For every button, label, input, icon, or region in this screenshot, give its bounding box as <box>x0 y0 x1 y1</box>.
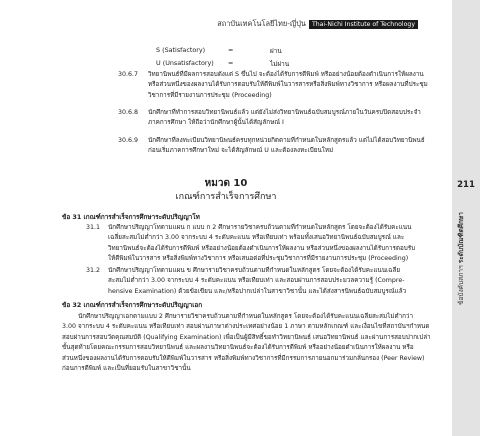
side-label-bold: ระดับบัณฑิตศึกษา <box>457 212 465 264</box>
item-text-30-6-9 <box>148 136 440 157</box>
institute-name-english: Thai-Nichi Institute of Technology <box>309 20 418 29</box>
side-label-normal: ข้อบังคับสภาฯ <box>457 265 465 306</box>
grade-value: ไม่ผ่าน <box>270 60 290 68</box>
text-line: ภาคการศึกษา ให้ถือว่านักศึกษาผู้นั้นได้สัญลักษณ์ I <box>148 119 284 127</box>
text-line: hensive Examination) ด้วยข้อเขียน และ/หรือปากเปล่าในสาขาวิชานั้น และได้ส่งสารนิพนธ์ฉบับสมบูรณ์แล้ว <box>108 287 407 295</box>
item-text-30-6-8 <box>148 108 440 129</box>
page-header <box>217 18 418 30</box>
text-line: ก่อนเริ่มภาคการศึกษาใหม่ จะได้สัญลักษณ์ U และต้องลงทะเบียนใหม่ <box>148 147 334 155</box>
item-text-30-6-7 <box>148 70 440 101</box>
text-line: วิชาการที่มีรายงานการประชุม (Proceeding) <box>148 91 272 99</box>
item-number: 30.6.7 <box>118 71 139 78</box>
side-section-label <box>456 204 466 314</box>
text-line: สะสมไม่ต่ำกว่า 3.00 จากระบบ 4 ระดับคะแนน หรือเทียบเท่า และสอบผ่านการสอบประมวลความรู้ (Compre- <box>108 277 405 285</box>
text-line: ขั้นสุดท้ายโดยคณะกรรมการสอบวิทยานิพนธ์ และผลงานวิทยานิพนธ์จะต้องได้รับการตีพิมพ์ หรืออย่างน้อยดำเนินการให้ผลงาน หรือ <box>62 344 414 352</box>
clause-31-title: ข้อ 31 เกณฑ์การสำเร็จการศึกษาระดับปริญญาโท <box>62 213 200 221</box>
item-number: 31.2 <box>86 267 101 274</box>
institute-name-thai: สถาบันเทคโนโลยีไทย-ญี่ปุ่น <box>217 19 306 28</box>
grade-equals: = <box>228 59 234 67</box>
text-line: 3.00 จากระบบ 4 ระดับคะแนน หรือเทียบเท่า สอบผ่านภาษาต่างประเทศอย่างน้อย 1 ภาษา ตามหลักเกณฑ์ และเงื่อนไขที่สถาบันฯกำหนด <box>62 323 430 331</box>
grade-equals: = <box>228 46 234 54</box>
item-number: 30.6.9 <box>118 137 139 144</box>
grade-label: U (Unsatisfactory) <box>156 59 214 67</box>
text-line: นักศึกษาปริญญาโทตามแผน ข ศึกษารายวิชาครบถ้วนตามที่กำหนดในหลักสูตร โดยจะต้องได้รับคะแนนเฉลี่ย <box>108 267 401 274</box>
page-number: 211 <box>457 180 475 190</box>
item-number: 30.6.8 <box>118 109 139 116</box>
text-line: สอบผ่านการสอบวัดคุณสมบัติ (Qualifying Examination) เพื่อเป็นผู้มีสิทธิ์ขอทำวิทยานิพนธ์ เสนอวิทยานิพนธ์ และผ่านการสอบปากเปล่า <box>62 333 431 341</box>
item-text-31-2 <box>108 266 446 297</box>
clause-32-text <box>62 312 446 374</box>
text-line: นักศึกษาปริญญาโทตามแผน ก แบบ ก 2 ศึกษารายวิชาครบถ้วนตามที่กำหนดในหลักสูตร โดยจะต้องได้รับคะแนน <box>108 224 412 231</box>
clause-32-title: ข้อ 32 เกณฑ์การสำเร็จการศึกษาระดับปริญญาเอก <box>62 301 203 309</box>
text-line: วิทยานิพนธ์จะต้องได้รับการตีพิมพ์ หรืออย่างน้อยต้องดำเนินการให้ผลงาน หรือส่วนหนึ่งของผลงานได้รับการตอบรับ <box>108 244 416 252</box>
chapter-title: หมวด 10 <box>204 178 248 189</box>
text-line: วิทยานิพนธ์ที่มีผลการสอบดังแต่ S ขึ้นไป จะต้องได้รับการตีพิมพ์ หรืออย่างน้อยต้องดำเนินการให้ผลงาน <box>148 71 424 78</box>
text-line: เฉลี่ยสะสมไม่ต่ำกว่า 3.00 จากระบบ 4 ระดับคะแนน หรือเทียบเท่า พร้อมทั้งเสนอวิทยานิพนธ์ฉบับสมบูรณ์ และ <box>108 234 405 242</box>
item-number: 31.1 <box>86 224 101 231</box>
grade-value: ผ่าน <box>270 47 282 55</box>
text-line: ก่อนการตีพิมพ์ และเป็นที่ยอมรับในสาขาวิชานั้น <box>62 365 191 373</box>
grade-label: S (Satisfactory) <box>156 46 206 54</box>
text-line: นักศึกษาที่ลงทะเบียนวิทยานิพนธ์ครบทุกหน่วยกิตตามที่กำหนดในหลักสูตรแล้ว แต่ไม่ได้สอบวิทยานิพนธ์ <box>148 137 425 144</box>
text-line: นักศึกษาที่ทำการสอบวิทยานิพนธ์แล้ว แต่ยังไม่ส่งวิทยานิพนธ์ฉบับสมบูรณ์ภายในวันครบปิดสอบประจำ <box>148 109 421 116</box>
text-line: นักศึกษาปริญญาเอกตามแบบ 2 ศึกษารายวิชาครบถ้วนตามที่กำหนดในหลักสูตร โดยจะต้องได้รับคะแนนเฉลี่ยสะสมไม่ต่ำกว่า <box>78 313 413 320</box>
side-tab <box>452 0 480 436</box>
text-line: ให้ตีพิมพ์ในวารสาร หรือสิ่งพิมพ์ทางวิชาการ หรือเสนอต่อที่ประชุมวิชาการที่มีรายงานการประชุม (Proceeding) <box>108 255 409 263</box>
chapter-subtitle: เกณฑ์การสำเร็จการศึกษา <box>175 192 277 202</box>
text-line: หรือส่วนหนึ่งของผลงานได้รับการตอบรับให้ตีพิมพ์ในวารสารหรือสิ่งพิมพ์ทางวิชาการ หรือผลงานที่ประชุม <box>148 81 428 89</box>
item-text-31-1 <box>108 223 446 265</box>
text-line: ส่วนหนึ่งของผลงานได้รับการตอบรับให้ตีพิมพ์ในวารสาร หรือสิ่งพิมพ์ทางวิชาการที่มีกรรมการภายนอกมาร่วมกลั่นกรอง (Peer Review) <box>62 354 425 362</box>
